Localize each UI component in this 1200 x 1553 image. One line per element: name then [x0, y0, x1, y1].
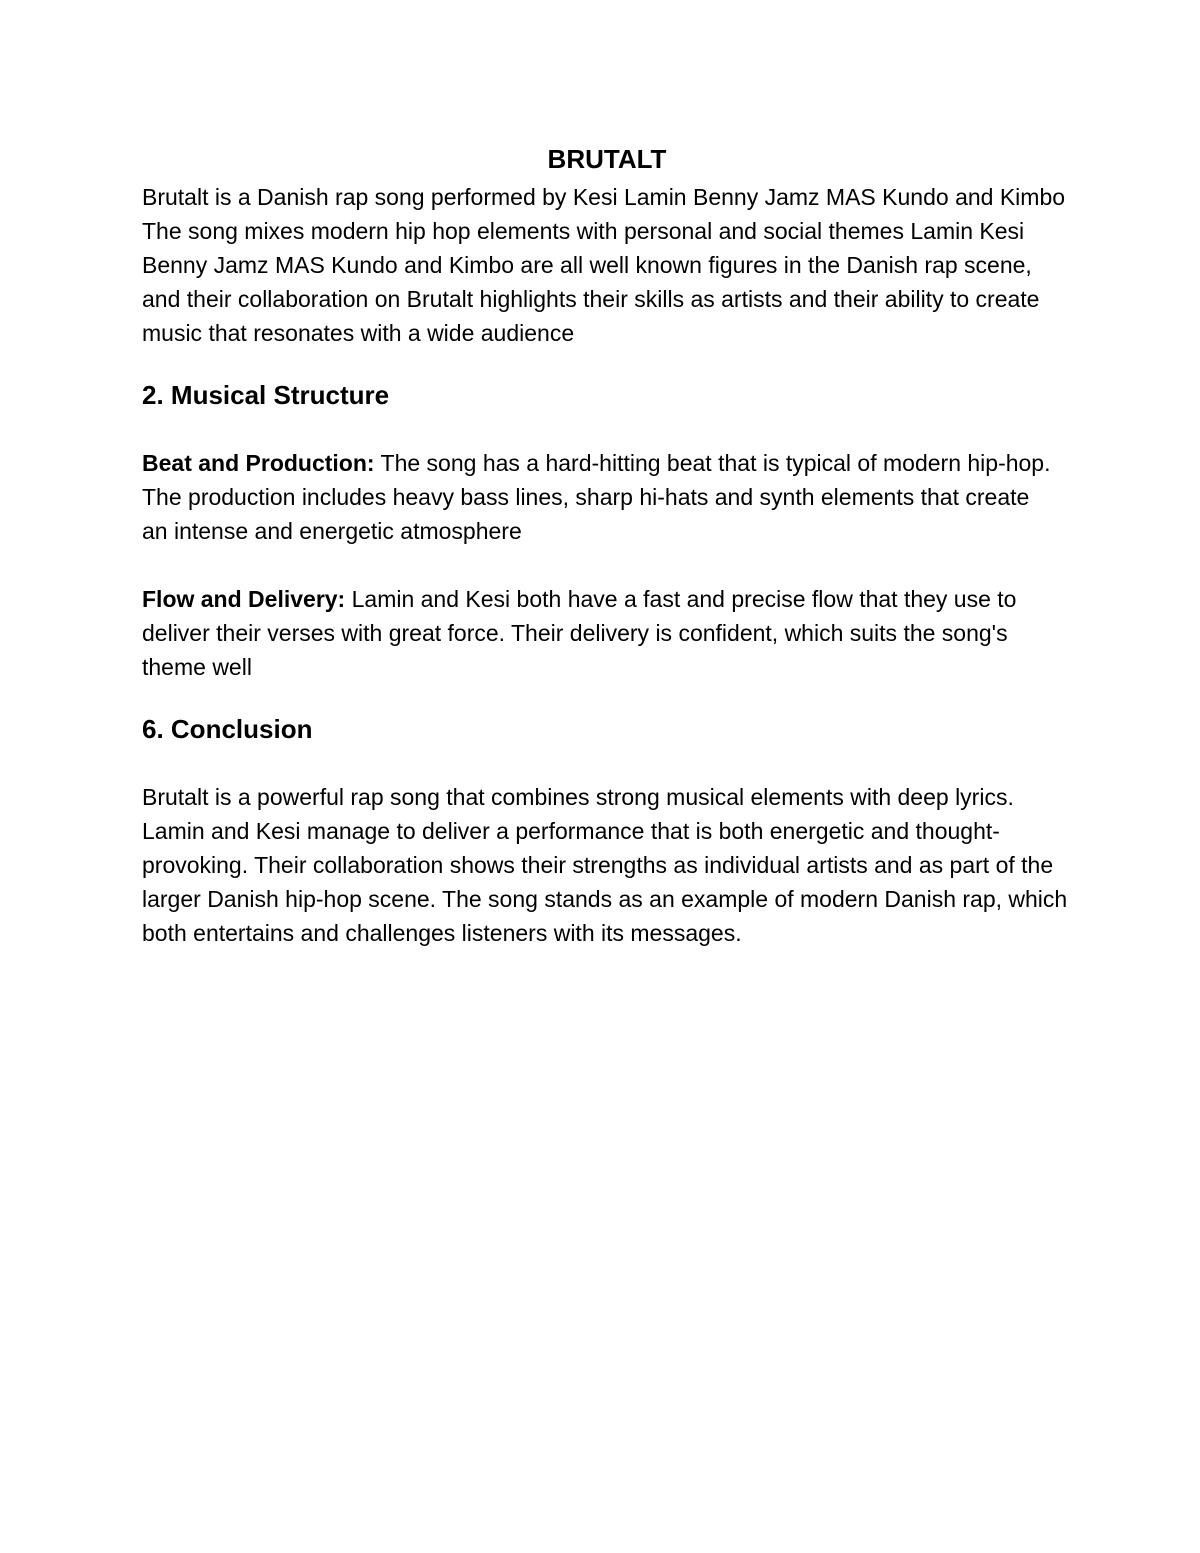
flow-delivery-label: Flow and Delivery:: [142, 586, 346, 612]
intro-paragraph: Brutalt is a Danish rap song performed by Kesi Lamin Benny Jamz MAS Kundo and Kimbo The song mixes modern hip hop elements with personal and social themes Lamin Kesi Benny Jamz MAS Kundo and Kimbo are all well known figures in the Danish rap scene, and their collaboration on Brutalt highlights their skills as artists and their ability to create music that resonates with a wide audience: [142, 184, 1066, 346]
beat-production-paragraph: [142, 446, 1072, 548]
spacer: [142, 684, 1072, 712]
document-page: [142, 138, 1072, 950]
flow-delivery-text: Lamin and Kesi both have a fast and precise flow that they use to deliver their verses with great force. Their delivery is confident, which suits the song's theme well: [142, 586, 1017, 680]
section-heading-musical-structure: 2. Musical Structure: [142, 380, 390, 410]
spacer: [142, 350, 1072, 378]
section-heading-conclusion: 6. Conclusion: [142, 714, 313, 744]
spacer: [142, 548, 1072, 582]
conclusion-paragraph: Brutalt is a powerful rap song that combines strong musical elements with deep lyrics. Lamin and Kesi manage to deliver a performance that is both energetic and thought-provoking. Their collaboration shows their strengths as individual artists and as part of the larger Danish hip-hop scene. The song stands as an example of modern Danish rap, which both entertains and challenges listeners with its messages.: [142, 784, 1068, 946]
flow-delivery-paragraph: [142, 582, 1072, 684]
spacer: [142, 412, 1072, 446]
document-title: BRUTALT: [547, 144, 667, 174]
beat-production-text-continued: an intense and energetic atmosphere: [142, 518, 522, 544]
beat-production-text: The song has a hard-hitting beat that is typical of modern hip-hop. The production includes heavy bass lines, sharp hi-hats and synth elements that create: [142, 450, 1051, 510]
beat-production-label: Beat and Production:: [142, 450, 375, 476]
spacer: [142, 746, 1072, 780]
